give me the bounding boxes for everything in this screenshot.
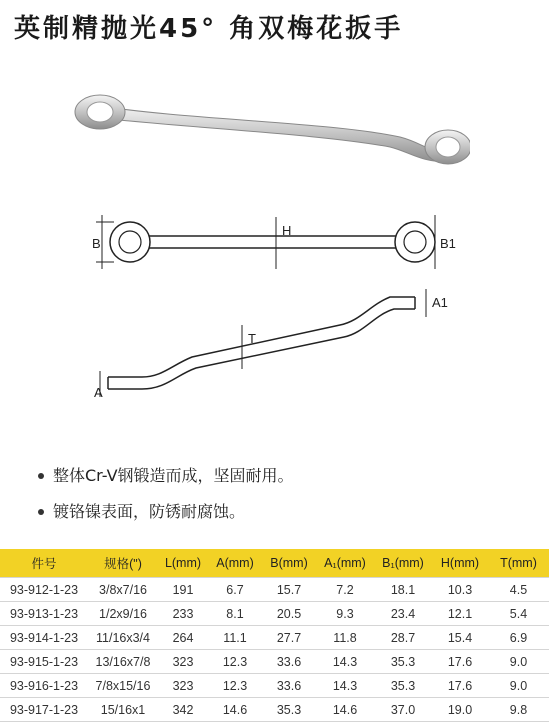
side-view-diagram — [90, 285, 460, 410]
col-header-a: A(mm) — [208, 549, 262, 578]
label-h: H — [282, 223, 292, 238]
table-cell: 9.0 — [488, 650, 549, 674]
table-cell: 37.0 — [374, 698, 432, 722]
table-cell: 9.3 — [316, 602, 374, 626]
table-cell: 11.1 — [208, 626, 262, 650]
table-cell: 5.4 — [488, 602, 549, 626]
col-header-l: L(mm) — [158, 549, 208, 578]
table-cell: 33.6 — [262, 674, 316, 698]
label-b1: B1 — [440, 236, 456, 251]
table-cell: 12.1 — [432, 602, 488, 626]
table-cell: 93-917-1-23 — [0, 698, 88, 722]
col-header-t: T(mm) — [488, 549, 549, 578]
table-row — [0, 674, 549, 698]
table-cell: 9.0 — [488, 674, 549, 698]
label-t: T — [248, 331, 256, 346]
table-cell: 12.3 — [208, 650, 262, 674]
table-cell: 27.7 — [262, 626, 316, 650]
table-cell: 15.4 — [432, 626, 488, 650]
label-a1: A1 — [432, 295, 448, 310]
table-cell: 4.5 — [488, 578, 549, 602]
feature-item — [38, 458, 294, 494]
table-cell: 6.9 — [488, 626, 549, 650]
col-header-h: H(mm) — [432, 549, 488, 578]
product-photo — [70, 92, 470, 172]
feature-list — [38, 458, 294, 530]
col-header-b1: B₁(mm) — [374, 549, 432, 578]
table-cell: 28.7 — [374, 626, 432, 650]
table-cell: 11/16x3/4 — [88, 626, 158, 650]
table-cell: 342 — [158, 698, 208, 722]
table-cell: 8.1 — [208, 602, 262, 626]
table-cell: 18.1 — [374, 578, 432, 602]
table-cell: 233 — [158, 602, 208, 626]
col-header-part-no: 件号 — [0, 549, 88, 578]
table-cell: 11.8 — [316, 626, 374, 650]
table-cell: 93-916-1-23 — [0, 674, 88, 698]
spec-table — [0, 549, 549, 722]
table-cell: 35.3 — [374, 650, 432, 674]
table-cell: 19.0 — [432, 698, 488, 722]
table-cell: 10.3 — [432, 578, 488, 602]
table-cell: 15/16x1 — [88, 698, 158, 722]
col-header-spec: 规格(") — [88, 549, 158, 578]
top-view-diagram — [90, 205, 460, 275]
table-cell: 191 — [158, 578, 208, 602]
table-row — [0, 650, 549, 674]
table-row — [0, 578, 549, 602]
table-cell: 3/8x7/16 — [88, 578, 158, 602]
table-cell: 264 — [158, 626, 208, 650]
table-cell: 14.3 — [316, 650, 374, 674]
table-cell: 9.8 — [488, 698, 549, 722]
table-cell: 33.6 — [262, 650, 316, 674]
col-header-a1: A₁(mm) — [316, 549, 374, 578]
table-cell: 93-915-1-23 — [0, 650, 88, 674]
bullet-icon — [38, 509, 44, 515]
table-header-row — [0, 549, 549, 578]
label-b: B — [92, 236, 101, 251]
bullet-icon — [38, 473, 44, 479]
feature-item — [38, 494, 294, 530]
table-cell: 14.6 — [316, 698, 374, 722]
table-cell: 7.2 — [316, 578, 374, 602]
table-cell: 13/16x7/8 — [88, 650, 158, 674]
table-cell: 14.6 — [208, 698, 262, 722]
table-cell: 93-914-1-23 — [0, 626, 88, 650]
table-row — [0, 698, 549, 722]
label-a: A — [94, 385, 103, 400]
table-cell: 17.6 — [432, 650, 488, 674]
table-cell: 1/2x9/16 — [88, 602, 158, 626]
table-row — [0, 626, 549, 650]
table-cell: 14.3 — [316, 674, 374, 698]
table-cell: 93-913-1-23 — [0, 602, 88, 626]
table-cell: 93-912-1-23 — [0, 578, 88, 602]
table-cell: 23.4 — [374, 602, 432, 626]
table-cell: 15.7 — [262, 578, 316, 602]
feature-text: 整体Cr-V钢锻造而成，坚固耐用。 — [53, 466, 294, 485]
col-header-b: B(mm) — [262, 549, 316, 578]
table-row — [0, 602, 549, 626]
table-cell: 20.5 — [262, 602, 316, 626]
table-cell: 12.3 — [208, 674, 262, 698]
table-cell: 323 — [158, 650, 208, 674]
table-cell: 6.7 — [208, 578, 262, 602]
table-cell: 323 — [158, 674, 208, 698]
table-cell: 7/8x15/16 — [88, 674, 158, 698]
table-cell: 17.6 — [432, 674, 488, 698]
table-cell: 35.3 — [262, 698, 316, 722]
page-title: 英制精抛光45° 角双梅花扳手 — [14, 14, 404, 44]
feature-text: 镀铬镍表面，防锈耐腐蚀。 — [53, 502, 246, 521]
table-cell: 35.3 — [374, 674, 432, 698]
